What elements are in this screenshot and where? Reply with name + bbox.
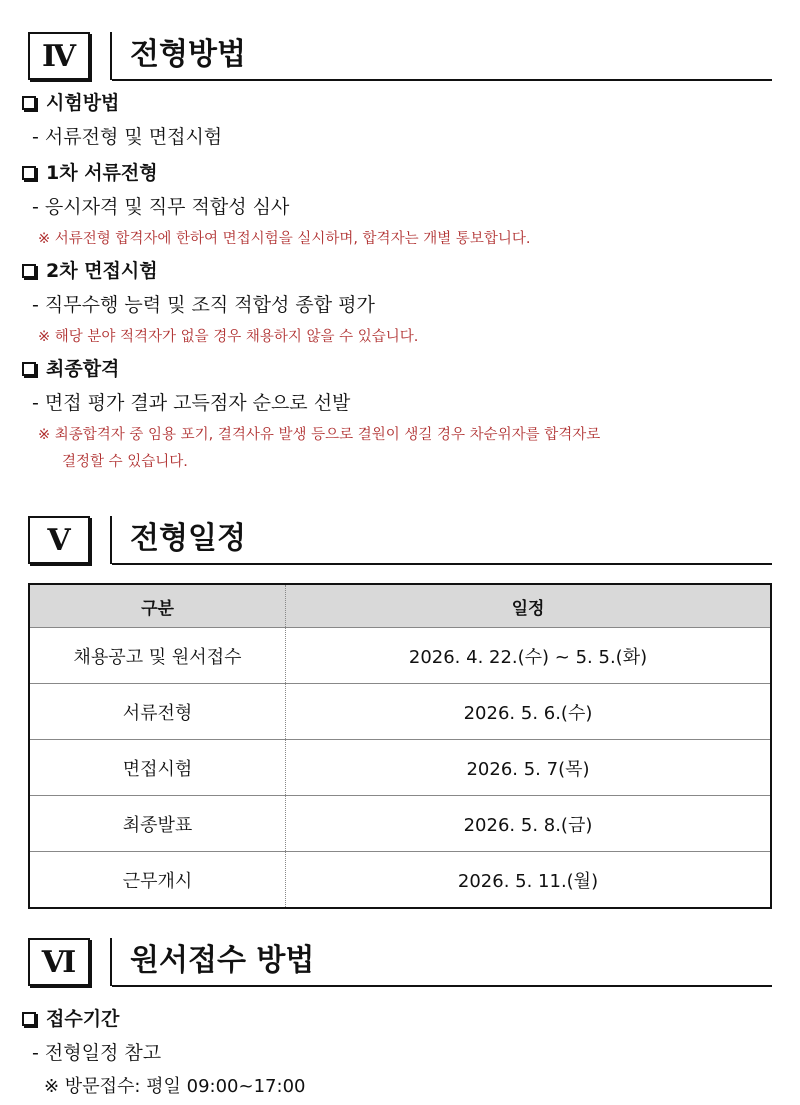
row-category: 면접시험 xyxy=(29,740,286,796)
row-category: 채용공고 및 원서접수 xyxy=(29,628,286,684)
item-description: - 전형일정 참고 xyxy=(32,1042,162,1064)
item-heading: 접수기간 xyxy=(22,1006,119,1032)
table-row xyxy=(29,684,771,740)
row-date: 2026. 4. 22.(수) ~ 5. 5.(화) xyxy=(286,628,772,684)
item-heading: 2차 면접시험 xyxy=(22,258,158,284)
checkbox-square-icon xyxy=(22,362,36,376)
row-date: 2026. 5. 8.(금) xyxy=(286,796,772,852)
checkbox-square-icon xyxy=(22,1012,36,1026)
item-heading: 시험방법 xyxy=(22,90,119,116)
row-category: 근무개시 xyxy=(29,852,286,909)
item-note: ※ 서류전형 합격자에 한하여 면접시험을 실시하며, 합격자는 개별 통보합니다. xyxy=(38,231,531,247)
row-date: 2026. 5. 7(목) xyxy=(286,740,772,796)
table-row xyxy=(29,796,771,852)
item-description: - 직무수행 능력 및 조직 적합성 종합 평가 xyxy=(32,294,375,316)
section-header-6 xyxy=(28,938,772,990)
section-title: 원서접수 방법 xyxy=(130,943,315,978)
row-category: 서류전형 xyxy=(29,684,286,740)
item-description: - 응시자격 및 직무 적합성 심사 xyxy=(32,196,290,218)
section-title: 전형일정 xyxy=(130,521,246,556)
item-description: - 면접 평가 결과 고득점자 순으로 선발 xyxy=(32,392,351,414)
divider xyxy=(110,516,112,564)
underline xyxy=(112,985,772,987)
item-note: ※ 최종합격자 중 임용 포기, 결격사유 발생 등으로 결원이 생길 경우 차순위자를 합격자로 xyxy=(38,427,601,443)
row-category: 최종발표 xyxy=(29,796,286,852)
item-description: - 서류전형 및 면접시험 xyxy=(32,126,223,148)
checkbox-square-icon xyxy=(22,264,36,278)
item-note: ※ 방문접수: 평일 09:00~17:00 xyxy=(44,1076,306,1097)
section-numeral: Ⅵ xyxy=(28,938,90,986)
divider xyxy=(110,938,112,986)
schedule-table xyxy=(28,583,772,909)
checkbox-square-icon xyxy=(22,96,36,110)
section-title: 전형방법 xyxy=(130,37,246,72)
table-row xyxy=(29,740,771,796)
item-note: ※ 해당 분야 적격자가 없을 경우 채용하지 않을 수 있습니다. xyxy=(38,329,419,345)
row-date: 2026. 5. 11.(월) xyxy=(286,852,772,909)
table-row xyxy=(29,852,771,909)
item-note-continued: 결정할 수 있습니다. xyxy=(62,454,188,470)
section-numeral: Ⅴ xyxy=(28,516,90,564)
underline xyxy=(112,79,772,81)
underline xyxy=(112,563,772,565)
row-date: 2026. 5. 6.(수) xyxy=(286,684,772,740)
item-heading: 최종합격 xyxy=(22,356,119,382)
section-header-5 xyxy=(28,516,772,568)
checkbox-square-icon xyxy=(22,166,36,180)
section-numeral: Ⅳ xyxy=(28,32,90,80)
header-schedule: 일정 xyxy=(286,584,772,628)
divider xyxy=(110,32,112,80)
table-row xyxy=(29,628,771,684)
section-header-4 xyxy=(28,32,772,84)
table-header-row xyxy=(29,584,771,628)
header-category: 구분 xyxy=(29,584,286,628)
item-heading: 1차 서류전형 xyxy=(22,160,158,186)
